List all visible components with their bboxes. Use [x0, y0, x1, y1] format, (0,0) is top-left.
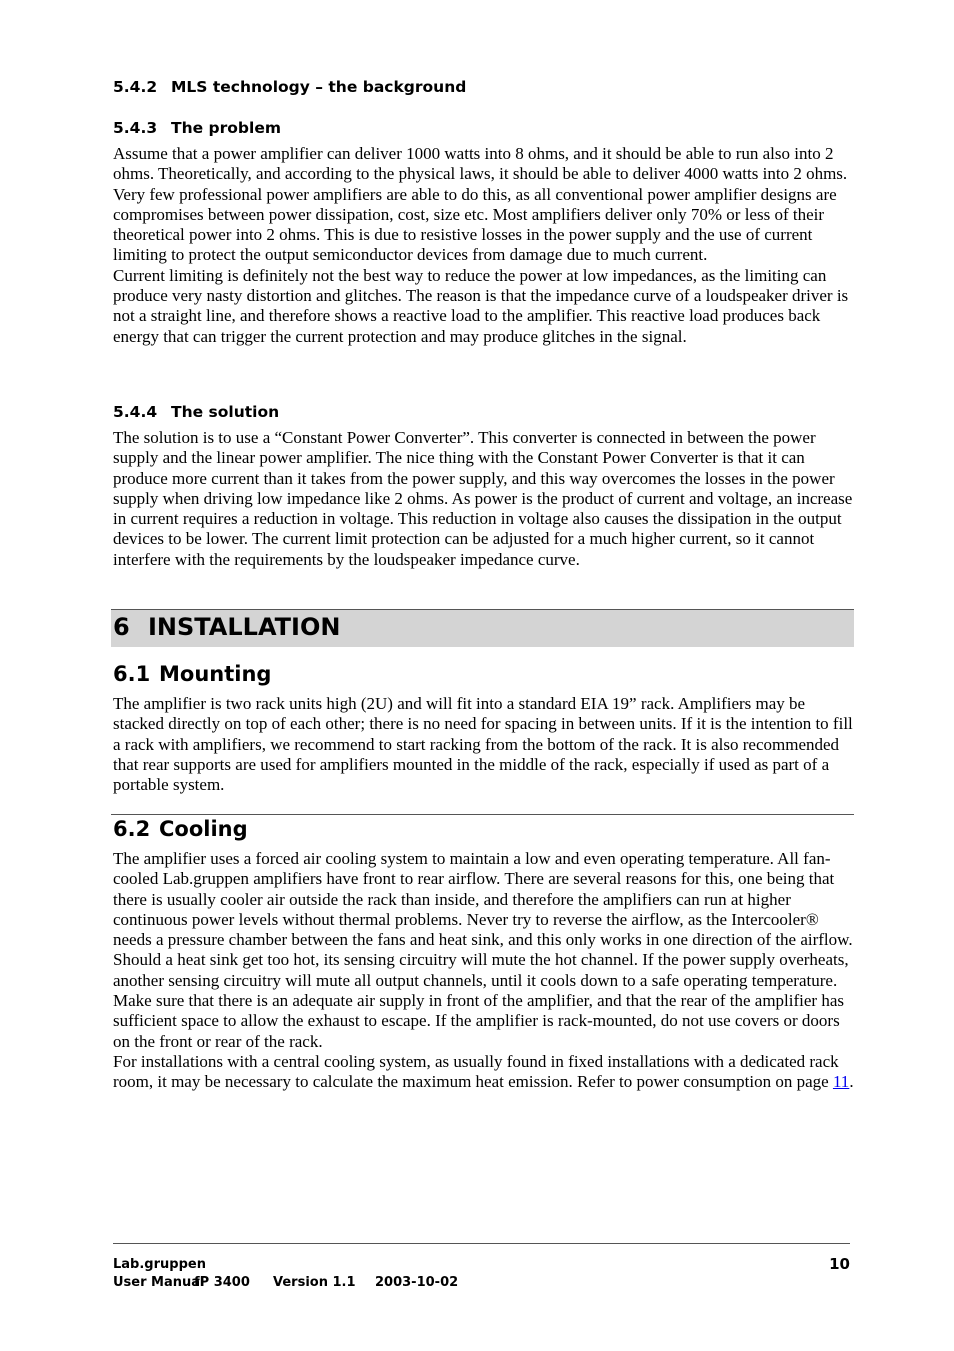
paragraph: Should a heat sink get too hot, its sensing circuitry will mute the hot channel. If the power supply overheats, another sensing circuitry will mute all output channels, until it cools down to a safe operating temperature.	[113, 950, 849, 990]
footer-divider	[113, 1243, 850, 1244]
paragraph: Very few professional power amplifiers are able to do this, as all conventional power amplifier designs are compromises between power dissipation, cost, size etc. Most amplifiers deliver only 70% or less of their theoretical power into 2 ohms. This is due to resistive losses in the power supply and the use of current limiting to protect the output semiconductor devices from damage due to much current.	[113, 184, 837, 265]
footer-date: 2003-10-02	[375, 1275, 459, 1290]
footer-doc: User Manual	[113, 1275, 205, 1290]
footer-version: Version 1.1	[273, 1275, 356, 1290]
heading-5-4-4	[113, 402, 279, 422]
heading-title: Mounting	[159, 662, 272, 686]
paragraph: The amplifier is two rack units high (2U) and will fit into a standard EIA 19” rack. Amplifiers may be stacked directly on top of each other; there is no need for spacing in between units. If it is the intention to fill a rack with amplifiers, we recommend to start racking from the bottom of the rack. It is also recommended that rear supports are used for amplifiers mounted in the middle of the rack, especially if used as part of a portable system.	[113, 694, 853, 795]
paragraph-text: For installations with a central cooling system, as usually found in fixed installations with a dedicated rack room, it may be necessary to calculate the maximum heat emission. Refer to power consumption on page	[113, 1051, 839, 1092]
paragraph	[113, 1052, 854, 1093]
heading-number: 5.4.2	[113, 78, 158, 96]
footer-doc-info	[113, 1274, 458, 1291]
page-reference-link[interactable]: 11	[832, 1072, 850, 1092]
heading-number: 5.4.4	[113, 403, 158, 421]
heading-number: 5.4.3	[113, 119, 158, 137]
paragraph: The solution is to use a “Constant Power Converter”. This converter is connected in between the power supply and the linear power amplifier. The nice thing with the Constant Power Converter is that it can produce more current than it takes from the power supply, and this way overcomes the losses in the power supply when driving low impedance like 2 ohms. As power is the product of current and voltage, an increase in current requires a reduction in voltage. This reduction in voltage also causes the dissipation in the output devices to be lower. The current limit protection can be adjusted for a much higher current, so it cannot interfere with the requirements by the loudspeaker impedance curve.	[113, 428, 853, 569]
heading-number: 6.1	[113, 662, 151, 686]
paragraph: The amplifier uses a forced air cooling system to maintain a low and even operating temperature. All fan-cooled Lab.gruppen amplifiers have front to rear airflow. There are several reasons for this, one being that there is usually cooler air outside the rack than inside, and therefore the amplifiers can run at higher continuous power levels without thermal problems. Never try to reverse the airflow, as the Intercooler® needs a pressure chamber between the fans and heat sink, and this only works in one direction of the airflow.	[113, 849, 853, 950]
problem-body	[113, 144, 854, 347]
mounting-body	[113, 694, 854, 795]
page-number: 10	[829, 1255, 850, 1273]
footer-model: fP 3400	[194, 1275, 250, 1290]
solution-body	[113, 428, 854, 570]
heading-title: MLS technology – the background	[171, 78, 467, 96]
heading-title: INSTALLATION	[148, 613, 341, 641]
paragraph: Assume that a power amplifier can deliver 1000 watts into 8 ohms, and it should be able to run also into 2 ohms. Theoretically, and according to the physical laws, it should be able to deliver 4000 watts into 2 ohms.	[113, 144, 848, 184]
heading-number: 6.2	[113, 817, 151, 841]
heading-title: The solution	[171, 403, 280, 421]
heading-6-1	[113, 660, 271, 688]
chapter-heading-installation	[113, 610, 340, 644]
heading-number: 6	[113, 613, 130, 641]
heading-5-4-2	[113, 77, 466, 97]
cooling-body	[113, 849, 854, 1093]
paragraph: Make sure that there is an adequate air supply in front of the amplifier, and that the rear of the amplifier has sufficient space to allow the exhaust to escape. If the amplifier is rack-mounted, do not use covers or doors on the front or rear of the rack.	[113, 991, 844, 1051]
paragraph: Current limiting is definitely not the best way to reduce the power at low impedances, as the limiting can produce very nasty distortion and glitches. The reason is that the impedance curve of a loudspeaker driver is not a straight line, and therefore shows a reactive load to the amplifier. This reactive load produces back energy that can trigger the current protection and may produce glitches in the signal.	[113, 265, 849, 346]
footer-company: Lab.gruppen	[113, 1257, 206, 1272]
heading-title: Cooling	[159, 817, 248, 841]
heading-5-4-3	[113, 118, 281, 138]
heading-6-2	[113, 815, 248, 843]
paragraph-end: .	[849, 1072, 854, 1092]
heading-title: The problem	[171, 119, 281, 137]
